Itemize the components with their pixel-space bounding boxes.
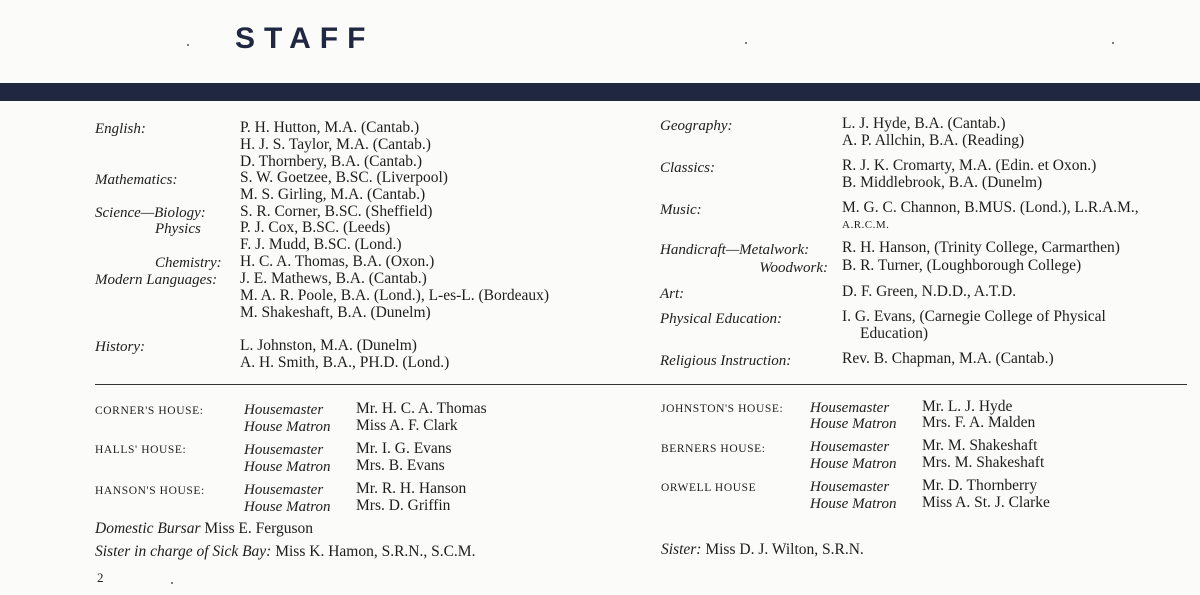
- staff-name: H. C. A. Thomas, B.A. (Oxon.): [240, 253, 435, 270]
- subject-label-physical-education: Physical Education:: [660, 311, 783, 327]
- staff-names-mathematics: [240, 170, 448, 204]
- matron-name: Mrs. B. Evans: [356, 457, 445, 474]
- print-speck: [745, 42, 747, 44]
- staff-name: P. H. Hutton, M.A. (Cantab.): [240, 119, 420, 136]
- print-speck: [1112, 42, 1114, 44]
- staff-names-history: [240, 338, 449, 372]
- section-divider: [95, 384, 1187, 385]
- staff-names-physical-education: [842, 309, 1106, 343]
- subject-label-geography: Geography:: [660, 118, 733, 134]
- staff-names-physics: [240, 220, 402, 254]
- staff-names-english: [240, 120, 431, 171]
- housemaster-name: Mr. M. Shakeshaft: [922, 437, 1038, 454]
- staff-name: R. H. Hanson, (Trinity College, Carmarthen): [842, 239, 1120, 256]
- staff-names-music: [842, 200, 1139, 234]
- domestic-bursar-label: Domestic Bursar: [95, 520, 201, 537]
- housemaster-name: Mr. H. C. A. Thomas: [356, 400, 487, 417]
- staff-name: D. F. Green, N.D.D., A.T.D.: [842, 283, 1017, 300]
- house-name: HANSON'S HOUSE:: [95, 485, 205, 497]
- housemaster-role: Housemaster: [810, 400, 890, 416]
- staff-names-woodwork: [842, 258, 1081, 275]
- subject-label-music: Music:: [660, 202, 702, 218]
- matron-role: House Matron: [810, 416, 897, 432]
- subject-label-classics: Classics:: [660, 160, 716, 176]
- sister: [661, 541, 864, 559]
- matron-role: House Matron: [810, 456, 897, 472]
- sick-bay-name: Miss K. Hamon, S.R.N., S.C.M.: [275, 543, 476, 560]
- matron-name: Mrs. D. Griffin: [356, 497, 451, 514]
- staff-name: Rev. B. Chapman, M.A. (Cantab.): [842, 350, 1054, 367]
- staff-name: D. Thornbery, B.A. (Cantab.): [240, 152, 423, 170]
- staff-name: M. Shakeshaft, B.A. (Dunelm): [240, 303, 431, 321]
- staff-names-modern-languages: [240, 271, 549, 322]
- house-name: ORWELL HOUSE: [661, 482, 757, 494]
- staff-name: B. Middlebrook, B.A. (Dunelm): [842, 173, 1043, 191]
- sister-label: Sister:: [661, 541, 702, 558]
- matron-role: House Matron: [810, 496, 897, 512]
- staff-name: P. J. Cox, B.SC. (Leeds): [240, 219, 391, 236]
- print-speck: [187, 44, 189, 46]
- page-title: STAFF: [235, 22, 375, 55]
- housemaster-role: Housemaster: [810, 479, 890, 495]
- house-name: CORNER'S HOUSE:: [95, 405, 204, 417]
- matron-name: Miss A. St. J. Clarke: [922, 494, 1050, 511]
- subject-label-physics: Physics: [155, 221, 201, 237]
- staff-names-chemistry: [240, 254, 434, 271]
- housemaster-role: Housemaster: [244, 402, 324, 418]
- staff-name: S. W. Goetzee, B.SC. (Liverpool): [240, 169, 448, 186]
- housemaster-name: Mr. D. Thornberry: [922, 477, 1038, 494]
- subject-label-mathematics: Mathematics:: [95, 172, 178, 188]
- staff-names-metalwork: [842, 240, 1120, 257]
- header-band: [0, 83, 1200, 101]
- staff-name: I. G. Evans, (Carnegie College of Physical: [842, 308, 1106, 325]
- staff-name: L. J. Hyde, B.A. (Cantab.): [842, 115, 1006, 132]
- staff-name: H. J. S. Taylor, M.A. (Cantab.): [240, 135, 431, 153]
- staff-name: B. R. Turner, (Loughborough College): [842, 257, 1082, 274]
- matron-name: Mrs. M. Shakeshaft: [922, 454, 1045, 471]
- housemaster-name: Mr. R. H. Hanson: [356, 480, 467, 497]
- housemaster-role: Housemaster: [244, 482, 324, 498]
- sick-bay-sister: [95, 543, 475, 561]
- staff-names-classics: [842, 158, 1096, 192]
- subject-label-chemistry: Chemistry:: [155, 255, 222, 271]
- staff-names-religious-instruction: [842, 351, 1054, 368]
- housemaster-role: Housemaster: [244, 442, 324, 458]
- staff-name: M. A. R. Poole, B.A. (Lond.), L-es-L. (Bordeaux): [240, 286, 550, 304]
- housemaster-name: Mr. L. J. Hyde: [922, 398, 1013, 415]
- house-name: JOHNSTON'S HOUSE:: [661, 403, 784, 415]
- staff-name: F. J. Mudd, B.SC. (Lond.): [240, 235, 402, 253]
- staff-name: R. J. K. Cromarty, M.A. (Edin. et Oxon.): [842, 157, 1097, 174]
- matron-role: House Matron: [244, 499, 331, 515]
- subject-label-biology: Science—Biology:: [95, 205, 206, 221]
- staff-name: M. G. C. Channon, B.MUS. (Lond.), L.R.A.M.,: [842, 199, 1139, 216]
- housemaster-name: Mr. I. G. Evans: [356, 440, 452, 457]
- staff-name: Education): [860, 324, 929, 342]
- staff-name: A. P. Allchin, B.A. (Reading): [842, 131, 1025, 149]
- matron-name: Miss A. F. Clark: [356, 417, 458, 434]
- subject-label-art: Art:: [660, 286, 685, 302]
- staff-name: S. R. Corner, B.SC. (Sheffield): [240, 203, 433, 220]
- staff-name: J. E. Mathews, B.A. (Cantab.): [240, 270, 427, 287]
- matron-role: House Matron: [244, 459, 331, 475]
- matron-role: House Matron: [244, 419, 331, 435]
- housemaster-role: Housemaster: [810, 439, 890, 455]
- subject-label-woodwork: Woodwork:: [759, 260, 828, 276]
- sister-name: Miss D. J. Wilton, S.R.N.: [705, 541, 864, 558]
- subject-label-history: History:: [95, 339, 145, 355]
- domestic-bursar: [95, 520, 313, 538]
- subject-label-metalwork: Handicraft—Metalwork:: [660, 242, 810, 258]
- staff-name: A. H. Smith, B.A., PH.D. (Lond.): [240, 353, 450, 371]
- page-number: 2: [97, 570, 104, 585]
- staff-names-art: [842, 284, 1016, 301]
- house-name: BERNERS HOUSE:: [661, 443, 766, 455]
- subject-label-modern-languages: Modern Languages:: [95, 272, 218, 288]
- subject-label-english: English:: [95, 121, 146, 137]
- house-name: HALLS' HOUSE:: [95, 444, 187, 456]
- print-speck: [171, 582, 173, 584]
- domestic-bursar-name: Miss E. Ferguson: [204, 520, 314, 537]
- staff-names-geography: [842, 116, 1024, 150]
- sick-bay-label: Sister in charge of Sick Bay:: [95, 543, 272, 560]
- staff-name: A.R.C.M.: [842, 218, 890, 231]
- staff-name: M. S. Girling, M.A. (Cantab.): [240, 185, 426, 203]
- matron-name: Mrs. F. A. Malden: [922, 414, 1036, 431]
- staff-name: L. Johnston, M.A. (Dunelm): [240, 337, 417, 354]
- subject-label-religious-instruction: Religious Instruction:: [660, 353, 792, 369]
